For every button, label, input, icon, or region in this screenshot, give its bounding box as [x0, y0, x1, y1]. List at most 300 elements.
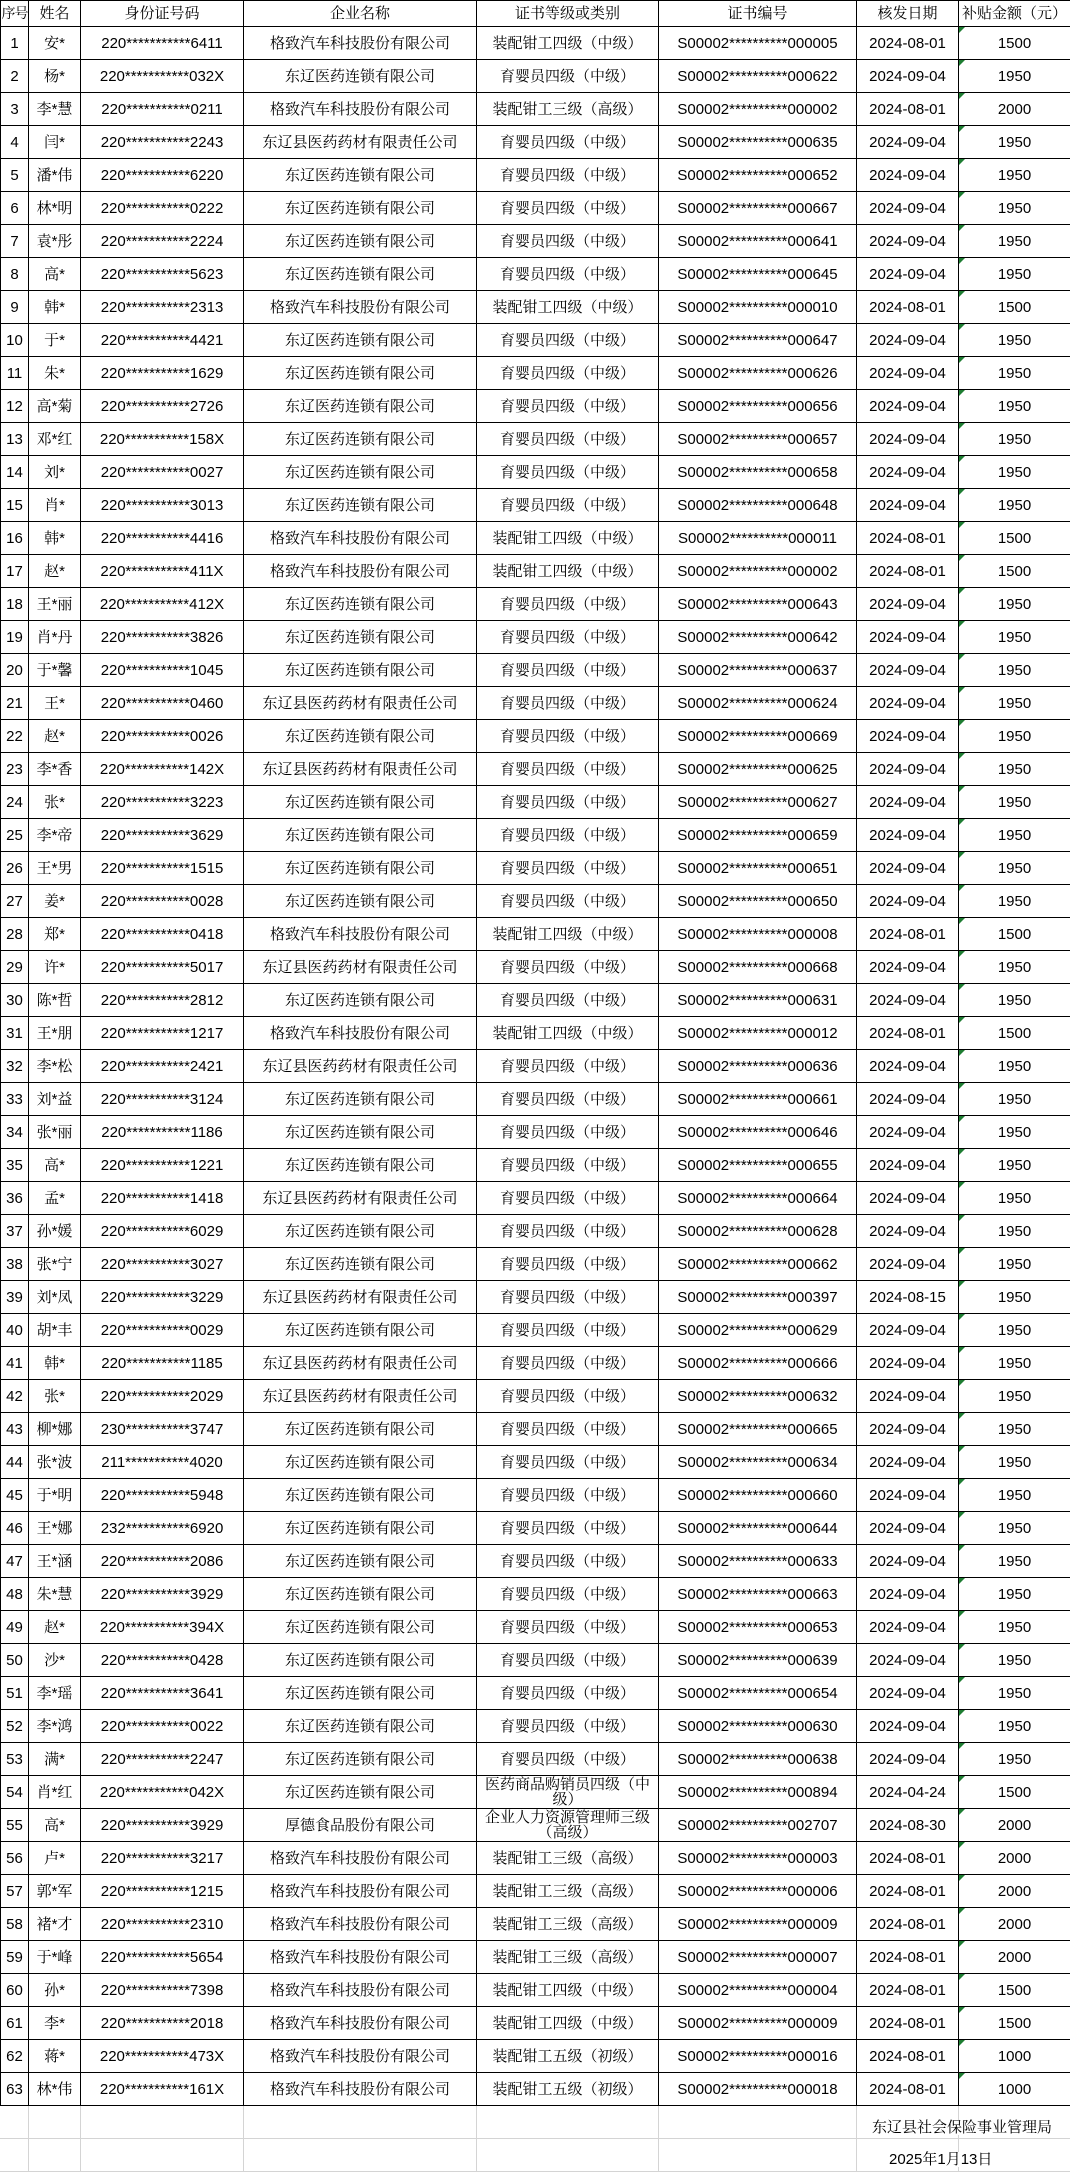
cell-name: 肖* [29, 489, 81, 522]
cell-name: 孙* [29, 1974, 81, 2007]
cell-subsidy-amount: 1950 [959, 720, 1070, 753]
cell-serial-no: 8 [1, 258, 29, 291]
cell-id-number: 220***********411X [81, 555, 244, 588]
footer [0, 2106, 1070, 2172]
cell-issue-date: 2024-09-04 [857, 1479, 959, 1512]
cell-company: 东辽县医药药材有限责任公司 [244, 1050, 477, 1083]
cell-serial-no: 27 [1, 885, 29, 918]
cell-subsidy-amount: 1500 [959, 522, 1070, 555]
table-row [1, 753, 1070, 786]
cell-certificate-number: S00002**********000652 [659, 159, 857, 192]
cell-certificate-number: S00002**********000634 [659, 1446, 857, 1479]
cell-name: 于*明 [29, 1479, 81, 1512]
cell-certificate-number: S00002**********000643 [659, 588, 857, 621]
cell-name: 高* [29, 1149, 81, 1182]
table-row [1, 192, 1070, 225]
cell-company: 东辽医药连锁有限公司 [244, 1677, 477, 1710]
cell-issue-date: 2024-09-04 [857, 324, 959, 357]
table-body [1, 27, 1070, 2106]
cell-issue-date: 2024-09-04 [857, 390, 959, 423]
cell-certificate-level: 育婴员四级（中级） [477, 1281, 659, 1314]
cell-id-number: 220***********1185 [81, 1347, 244, 1380]
table-row [1, 819, 1070, 852]
table-row [1, 423, 1070, 456]
cell-serial-no: 18 [1, 588, 29, 621]
cell-certificate-level: 育婴员四级（中级） [477, 1248, 659, 1281]
cell-id-number: 220***********3229 [81, 1281, 244, 1314]
table-row [1, 1743, 1070, 1776]
cell-certificate-number: S00002**********000397 [659, 1281, 857, 1314]
cell-issue-date: 2024-08-01 [857, 291, 959, 324]
cell-name: 邓*红 [29, 423, 81, 456]
cell-subsidy-amount: 1950 [959, 621, 1070, 654]
cell-id-number: 220***********2313 [81, 291, 244, 324]
cell-company: 格致汽车科技股份有限公司 [244, 1017, 477, 1050]
cell-certificate-level: 育婴员四级（中级） [477, 324, 659, 357]
cell-certificate-number: S00002**********000628 [659, 1215, 857, 1248]
cell-company: 格致汽车科技股份有限公司 [244, 2073, 477, 2106]
table-row [1, 588, 1070, 621]
cell-certificate-level: 装配钳工三级（高级） [477, 1842, 659, 1875]
table-row [1, 1644, 1070, 1677]
cell-certificate-number: S00002**********000645 [659, 258, 857, 291]
header-row [1, 1, 1070, 27]
cell-certificate-level: 育婴员四级（中级） [477, 1083, 659, 1116]
cell-company: 东辽县医药药材有限责任公司 [244, 951, 477, 984]
table-row [1, 159, 1070, 192]
cell-certificate-level: 育婴员四级（中级） [477, 225, 659, 258]
cell-name: 刘*凤 [29, 1281, 81, 1314]
cell-serial-no: 26 [1, 852, 29, 885]
cell-company: 东辽医药连锁有限公司 [244, 1116, 477, 1149]
cell-serial-no: 24 [1, 786, 29, 819]
cell-certificate-level: 育婴员四级（中级） [477, 1644, 659, 1677]
cell-company: 格致汽车科技股份有限公司 [244, 1941, 477, 1974]
cell-issue-date: 2024-09-04 [857, 786, 959, 819]
cell-serial-no: 22 [1, 720, 29, 753]
cell-issue-date: 2024-09-04 [857, 852, 959, 885]
cell-company: 东辽医药连锁有限公司 [244, 885, 477, 918]
cell-id-number: 220***********0026 [81, 720, 244, 753]
cell-subsidy-amount: 1950 [959, 1677, 1070, 1710]
cell-certificate-level: 装配钳工五级（初级） [477, 2073, 659, 2106]
cell-id-number: 220***********412X [81, 588, 244, 621]
cell-name: 韩* [29, 291, 81, 324]
cell-name: 刘*益 [29, 1083, 81, 1116]
cell-subsidy-amount: 1500 [959, 1017, 1070, 1050]
cell-subsidy-amount: 1950 [959, 324, 1070, 357]
table-row [1, 357, 1070, 390]
cell-subsidy-amount: 1950 [959, 357, 1070, 390]
cell-name: 沙* [29, 1644, 81, 1677]
cell-certificate-level: 装配钳工四级（中级） [477, 918, 659, 951]
cell-certificate-number: S00002**********000622 [659, 60, 857, 93]
cell-issue-date: 2024-09-04 [857, 1446, 959, 1479]
cell-certificate-number: S00002**********000894 [659, 1776, 857, 1809]
cell-name: 胡*丰 [29, 1314, 81, 1347]
cell-id-number: 220***********3217 [81, 1842, 244, 1875]
cell-certificate-level: 育婴员四级（中级） [477, 126, 659, 159]
table-row [1, 225, 1070, 258]
cell-serial-no: 41 [1, 1347, 29, 1380]
cell-id-number: 220***********042X [81, 1776, 244, 1809]
cell-certificate-number: S00002**********000630 [659, 1710, 857, 1743]
cell-certificate-number: S00002**********000004 [659, 1974, 857, 2007]
cell-certificate-level: 育婴员四级（中级） [477, 852, 659, 885]
cell-certificate-number: S00002**********000009 [659, 2007, 857, 2040]
table-row [1, 951, 1070, 984]
cell-certificate-level: 育婴员四级（中级） [477, 786, 659, 819]
cell-company: 东辽县医药药材有限责任公司 [244, 1347, 477, 1380]
cell-name: 王*丽 [29, 588, 81, 621]
cell-subsidy-amount: 1950 [959, 1446, 1070, 1479]
cell-company: 东辽县医药药材有限责任公司 [244, 687, 477, 720]
cell-subsidy-amount: 1950 [959, 1710, 1070, 1743]
table-row [1, 1347, 1070, 1380]
cell-id-number: 220***********3641 [81, 1677, 244, 1710]
cell-company: 格致汽车科技股份有限公司 [244, 555, 477, 588]
cell-name: 高* [29, 1809, 81, 1842]
table-row [1, 1611, 1070, 1644]
cell-id-number: 220***********3013 [81, 489, 244, 522]
cell-serial-no: 50 [1, 1644, 29, 1677]
cell-company: 东辽医药连锁有限公司 [244, 1248, 477, 1281]
cell-certificate-number: S00002**********000641 [659, 225, 857, 258]
cell-id-number: 220***********2726 [81, 390, 244, 423]
cell-id-number: 220***********473X [81, 2040, 244, 2073]
cell-id-number: 220***********158X [81, 423, 244, 456]
cell-certificate-level: 育婴员四级（中级） [477, 1314, 659, 1347]
cell-name: 于*峰 [29, 1941, 81, 1974]
cell-company: 东辽医药连锁有限公司 [244, 720, 477, 753]
cell-company: 东辽医药连锁有限公司 [244, 621, 477, 654]
cell-certificate-number: S00002**********000012 [659, 1017, 857, 1050]
header-certificate-number: 证书编号 [659, 1, 857, 27]
cell-company: 东辽医药连锁有限公司 [244, 1215, 477, 1248]
cell-certificate-number: S00002**********000629 [659, 1314, 857, 1347]
cell-certificate-number: S00002**********000639 [659, 1644, 857, 1677]
cell-certificate-level: 育婴员四级（中级） [477, 1479, 659, 1512]
cell-certificate-level: 装配钳工四级（中级） [477, 1017, 659, 1050]
cell-id-number: 220***********0028 [81, 885, 244, 918]
cell-certificate-number: S00002**********000626 [659, 357, 857, 390]
cell-certificate-level: 装配钳工四级（中级） [477, 27, 659, 60]
cell-serial-no: 11 [1, 357, 29, 390]
cell-name: 肖*丹 [29, 621, 81, 654]
cell-id-number: 220***********0029 [81, 1314, 244, 1347]
cell-serial-no: 14 [1, 456, 29, 489]
cell-id-number: 220***********6220 [81, 159, 244, 192]
cell-name: 赵* [29, 555, 81, 588]
cell-company: 格致汽车科技股份有限公司 [244, 93, 477, 126]
cell-name: 褚*才 [29, 1908, 81, 1941]
cell-subsidy-amount: 1950 [959, 489, 1070, 522]
table-row [1, 720, 1070, 753]
cell-issue-date: 2024-09-04 [857, 192, 959, 225]
cell-id-number: 220***********2812 [81, 984, 244, 1017]
cell-subsidy-amount: 1950 [959, 258, 1070, 291]
cell-certificate-number: S00002**********000003 [659, 1842, 857, 1875]
cell-company: 格致汽车科技股份有限公司 [244, 1842, 477, 1875]
cell-name: 张* [29, 1380, 81, 1413]
cell-serial-no: 42 [1, 1380, 29, 1413]
cell-certificate-level: 育婴员四级（中级） [477, 1050, 659, 1083]
cell-subsidy-amount: 1950 [959, 126, 1070, 159]
cell-company: 东辽医药连锁有限公司 [244, 1545, 477, 1578]
cell-issue-date: 2024-09-04 [857, 225, 959, 258]
cell-subsidy-amount: 2000 [959, 1908, 1070, 1941]
cell-id-number: 220***********1215 [81, 1875, 244, 1908]
cell-id-number: 220***********032X [81, 60, 244, 93]
cell-certificate-number: S00002**********000635 [659, 126, 857, 159]
cell-id-number: 220***********6029 [81, 1215, 244, 1248]
table-row [1, 1545, 1070, 1578]
cell-id-number: 220***********0222 [81, 192, 244, 225]
cell-name: 韩* [29, 522, 81, 555]
cell-company: 东辽医药连锁有限公司 [244, 258, 477, 291]
cell-company: 东辽医药连锁有限公司 [244, 1446, 477, 1479]
cell-certificate-number: S00002**********000657 [659, 423, 857, 456]
cell-company: 东辽医药连锁有限公司 [244, 588, 477, 621]
cell-id-number: 220***********5948 [81, 1479, 244, 1512]
cell-issue-date: 2024-09-04 [857, 159, 959, 192]
cell-name: 李*帝 [29, 819, 81, 852]
cell-issue-date: 2024-09-04 [857, 885, 959, 918]
cell-name: 高*菊 [29, 390, 81, 423]
cell-issue-date: 2024-09-04 [857, 1380, 959, 1413]
cell-serial-no: 49 [1, 1611, 29, 1644]
table-row [1, 1710, 1070, 1743]
cell-id-number: 220***********3629 [81, 819, 244, 852]
cell-certificate-number: S00002**********000011 [659, 522, 857, 555]
cell-certificate-level: 育婴员四级（中级） [477, 1116, 659, 1149]
cell-subsidy-amount: 1000 [959, 2073, 1070, 2106]
cell-certificate-level: 育婴员四级（中级） [477, 258, 659, 291]
cell-subsidy-amount: 2000 [959, 93, 1070, 126]
cell-subsidy-amount: 1950 [959, 1281, 1070, 1314]
cell-id-number: 220***********1217 [81, 1017, 244, 1050]
cell-certificate-level: 育婴员四级（中级） [477, 1545, 659, 1578]
cell-id-number: 220***********2243 [81, 126, 244, 159]
cell-certificate-level: 育婴员四级（中级） [477, 1149, 659, 1182]
cell-issue-date: 2024-09-04 [857, 753, 959, 786]
table-row [1, 1149, 1070, 1182]
cell-subsidy-amount: 1950 [959, 687, 1070, 720]
cell-company: 格致汽车科技股份有限公司 [244, 2040, 477, 2073]
cell-certificate-level: 育婴员四级（中级） [477, 1512, 659, 1545]
table-row [1, 1017, 1070, 1050]
cell-certificate-number: S00002**********000016 [659, 2040, 857, 2073]
cell-issue-date: 2024-09-04 [857, 687, 959, 720]
cell-id-number: 220***********2310 [81, 1908, 244, 1941]
cell-issue-date: 2024-09-04 [857, 1644, 959, 1677]
cell-name: 郑* [29, 918, 81, 951]
cell-certificate-level: 医药商品购销员四级（中级） [477, 1776, 659, 1809]
cell-id-number: 220***********3027 [81, 1248, 244, 1281]
cell-issue-date: 2024-09-04 [857, 621, 959, 654]
cell-company: 东辽医药连锁有限公司 [244, 852, 477, 885]
cell-id-number: 220***********5654 [81, 1941, 244, 1974]
table-row [1, 687, 1070, 720]
cell-certificate-level: 育婴员四级（中级） [477, 489, 659, 522]
cell-id-number: 232***********6920 [81, 1512, 244, 1545]
cell-name: 李* [29, 2007, 81, 2040]
cell-id-number: 220***********4421 [81, 324, 244, 357]
cell-subsidy-amount: 1500 [959, 1974, 1070, 2007]
cell-certificate-number: S00002**********000625 [659, 753, 857, 786]
cell-company: 东辽医药连锁有限公司 [244, 225, 477, 258]
cell-serial-no: 28 [1, 918, 29, 951]
cell-certificate-number: S00002**********000661 [659, 1083, 857, 1116]
cell-serial-no: 31 [1, 1017, 29, 1050]
cell-serial-no: 48 [1, 1578, 29, 1611]
cell-name: 张* [29, 786, 81, 819]
cell-serial-no: 43 [1, 1413, 29, 1446]
cell-certificate-level: 育婴员四级（中级） [477, 1611, 659, 1644]
table-row [1, 984, 1070, 1017]
cell-issue-date: 2024-08-01 [857, 1017, 959, 1050]
cell-subsidy-amount: 1950 [959, 1512, 1070, 1545]
cell-name: 袁*彤 [29, 225, 81, 258]
cell-serial-no: 12 [1, 390, 29, 423]
cell-id-number: 220***********1221 [81, 1149, 244, 1182]
cell-issue-date: 2024-08-01 [857, 2007, 959, 2040]
cell-issue-date: 2024-09-04 [857, 1512, 959, 1545]
table-row [1, 522, 1070, 555]
table-row [1, 1116, 1070, 1149]
cell-serial-no: 53 [1, 1743, 29, 1776]
header-subsidy-amount: 补贴金额（元） [959, 1, 1070, 27]
table-row [1, 390, 1070, 423]
cell-name: 李*鸿 [29, 1710, 81, 1743]
cell-subsidy-amount: 1950 [959, 819, 1070, 852]
cell-subsidy-amount: 1000 [959, 2040, 1070, 2073]
cell-name: 王* [29, 687, 81, 720]
cell-issue-date: 2024-09-04 [857, 984, 959, 1017]
cell-name: 于* [29, 324, 81, 357]
cell-certificate-level: 育婴员四级（中级） [477, 687, 659, 720]
cell-name: 杨* [29, 60, 81, 93]
cell-certificate-level: 育婴员四级（中级） [477, 1347, 659, 1380]
cell-issue-date: 2024-09-04 [857, 1710, 959, 1743]
cell-certificate-number: S00002**********000663 [659, 1578, 857, 1611]
cell-id-number: 220***********3223 [81, 786, 244, 819]
cell-serial-no: 1 [1, 27, 29, 60]
cell-name: 安* [29, 27, 81, 60]
cell-name: 张*波 [29, 1446, 81, 1479]
cell-serial-no: 37 [1, 1215, 29, 1248]
cell-certificate-number: S00002**********000658 [659, 456, 857, 489]
cell-issue-date: 2024-09-04 [857, 456, 959, 489]
cell-certificate-level: 育婴员四级（中级） [477, 1710, 659, 1743]
cell-name: 张*丽 [29, 1116, 81, 1149]
cell-issue-date: 2024-09-04 [857, 951, 959, 984]
cell-issue-date: 2024-08-01 [857, 1908, 959, 1941]
cell-issue-date: 2024-09-04 [857, 1347, 959, 1380]
table-row [1, 918, 1070, 951]
cell-company: 东辽医药连锁有限公司 [244, 489, 477, 522]
cell-id-number: 220***********1629 [81, 357, 244, 390]
cell-subsidy-amount: 1950 [959, 588, 1070, 621]
cell-name: 林*伟 [29, 2073, 81, 2106]
cell-id-number: 220***********3929 [81, 1809, 244, 1842]
cell-company: 东辽医药连锁有限公司 [244, 1512, 477, 1545]
cell-certificate-number: S00002**********000624 [659, 687, 857, 720]
cell-name: 孟* [29, 1182, 81, 1215]
cell-certificate-level: 育婴员四级（中级） [477, 1743, 659, 1776]
cell-certificate-level: 育婴员四级（中级） [477, 192, 659, 225]
cell-issue-date: 2024-08-01 [857, 522, 959, 555]
cell-serial-no: 13 [1, 423, 29, 456]
cell-name: 闫* [29, 126, 81, 159]
cell-serial-no: 56 [1, 1842, 29, 1875]
cell-subsidy-amount: 1950 [959, 1545, 1070, 1578]
cell-id-number: 220***********4416 [81, 522, 244, 555]
cell-serial-no: 58 [1, 1908, 29, 1941]
cell-subsidy-amount: 1950 [959, 159, 1070, 192]
cell-certificate-level: 装配钳工三级（高级） [477, 1941, 659, 1974]
cell-certificate-level: 育婴员四级（中级） [477, 1413, 659, 1446]
cell-certificate-number: S00002**********000007 [659, 1941, 857, 1974]
cell-certificate-number: S00002**********000666 [659, 1347, 857, 1380]
cell-subsidy-amount: 1950 [959, 1182, 1070, 1215]
cell-id-number: 220***********3929 [81, 1578, 244, 1611]
header-company: 企业名称 [244, 1, 477, 27]
cell-company: 东辽医药连锁有限公司 [244, 1776, 477, 1809]
cell-issue-date: 2024-09-04 [857, 258, 959, 291]
cell-subsidy-amount: 1500 [959, 27, 1070, 60]
cell-serial-no: 29 [1, 951, 29, 984]
table-row [1, 1677, 1070, 1710]
cell-serial-no: 10 [1, 324, 29, 357]
cell-serial-no: 59 [1, 1941, 29, 1974]
table-row [1, 1809, 1070, 1842]
issuing-authority: 东辽县社会保险事业管理局 [872, 2119, 1053, 2136]
cell-serial-no: 57 [1, 1875, 29, 1908]
cell-name: 孙*媛 [29, 1215, 81, 1248]
cell-issue-date: 2024-09-04 [857, 1248, 959, 1281]
cell-subsidy-amount: 1950 [959, 984, 1070, 1017]
cell-subsidy-amount: 1950 [959, 1644, 1070, 1677]
table-row [1, 1908, 1070, 1941]
cell-subsidy-amount: 1950 [959, 1479, 1070, 1512]
cell-company: 东辽县医药药材有限责任公司 [244, 126, 477, 159]
cell-name: 姜* [29, 885, 81, 918]
cell-serial-no: 9 [1, 291, 29, 324]
cell-subsidy-amount: 1950 [959, 1116, 1070, 1149]
cell-subsidy-amount: 1950 [959, 456, 1070, 489]
footer-date: 2025年1月13日 [889, 2151, 993, 2168]
cell-subsidy-amount: 1500 [959, 918, 1070, 951]
cell-company: 东辽医药连锁有限公司 [244, 1083, 477, 1116]
cell-company: 东辽医药连锁有限公司 [244, 1578, 477, 1611]
cell-id-number: 220***********7398 [81, 1974, 244, 2007]
cell-company: 东辽县医药药材有限责任公司 [244, 1281, 477, 1314]
cell-serial-no: 55 [1, 1809, 29, 1842]
cell-certificate-level: 装配钳工四级（中级） [477, 1974, 659, 2007]
table-row [1, 258, 1070, 291]
cell-company: 东辽医药连锁有限公司 [244, 1710, 477, 1743]
header-id-number: 身份证号码 [81, 1, 244, 27]
cell-company: 东辽医药连锁有限公司 [244, 1611, 477, 1644]
cell-certificate-level: 装配钳工四级（中级） [477, 2007, 659, 2040]
cell-serial-no: 17 [1, 555, 29, 588]
cell-company: 东辽医药连锁有限公司 [244, 1413, 477, 1446]
cell-name: 王*涵 [29, 1545, 81, 1578]
table-header [1, 1, 1070, 27]
cell-serial-no: 38 [1, 1248, 29, 1281]
cell-company: 格致汽车科技股份有限公司 [244, 1974, 477, 2007]
